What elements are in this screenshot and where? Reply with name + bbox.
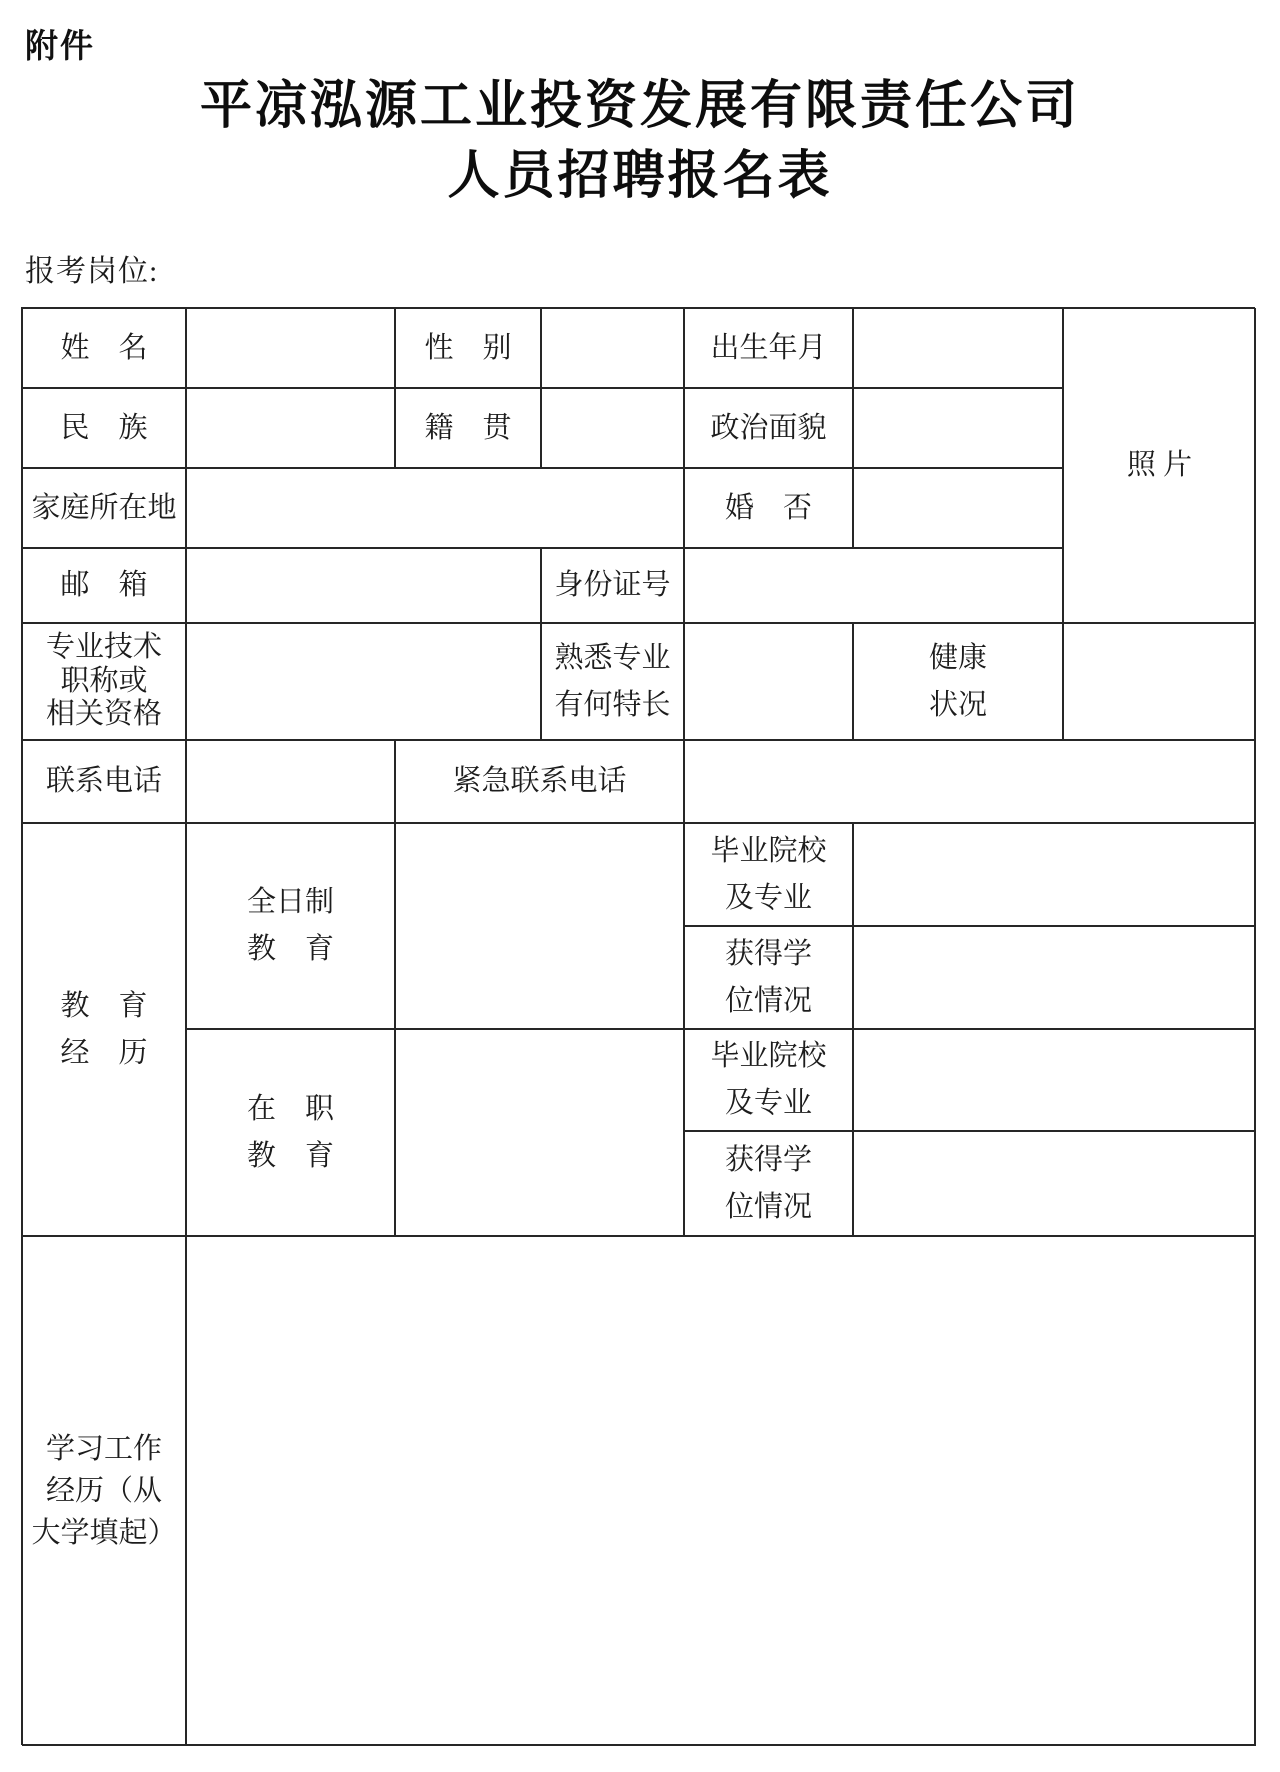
fulltime-education-value-cell — [395, 823, 684, 1029]
fulltime-degree-value-cell — [853, 926, 1256, 1029]
health-status-label: 健康 状况 — [853, 623, 1063, 740]
fulltime-school-major-value-cell — [853, 823, 1256, 926]
onjob-education-label: 在 职 教 育 — [186, 1029, 395, 1236]
study-work-experience-value-cell — [186, 1236, 1256, 1746]
position-applied-label: 报考岗位: — [25, 255, 159, 288]
fulltime-degree-label: 获得学 位情况 — [684, 926, 853, 1029]
health-status-value-cell — [1063, 623, 1256, 740]
political-status-label: 政治面貌 — [684, 388, 853, 468]
fulltime-education-label: 全日制 教 育 — [186, 823, 395, 1029]
emergency-phone-label: 紧急联系电话 — [395, 740, 684, 823]
emergency-phone-value-cell — [684, 740, 1256, 823]
native-place-value-cell — [541, 388, 684, 468]
birth-date-label: 出生年月 — [684, 308, 853, 388]
fulltime-school-major-label: 毕业院校 及专业 — [684, 823, 853, 926]
id-number-label: 身份证号 — [541, 548, 684, 623]
specialty-value-cell — [684, 623, 853, 740]
title-line-1: 平凉泓源工业投资发展有限责任公司 — [199, 78, 1080, 135]
email-label: 邮 箱 — [22, 548, 186, 623]
political-status-value-cell — [853, 388, 1063, 468]
attachment-label: 附件 — [25, 27, 95, 64]
onjob-degree-value-cell — [853, 1131, 1256, 1236]
specialty-label: 熟悉专业 有何特长 — [541, 623, 684, 740]
education-history-label: 教 育 经 历 — [22, 823, 186, 1236]
application-form-table — [21, 307, 1255, 1745]
phone-label: 联系电话 — [22, 740, 186, 823]
family-location-label: 家庭所在地 — [22, 468, 186, 548]
marital-status-value-cell — [853, 468, 1063, 548]
onjob-degree-label: 获得学 位情况 — [684, 1131, 853, 1236]
onjob-school-major-value-cell — [853, 1029, 1256, 1131]
gender-label: 性 别 — [395, 308, 541, 388]
name-value-cell — [186, 308, 395, 388]
qualification-value-cell — [186, 623, 541, 740]
native-place-label: 籍 贯 — [395, 388, 541, 468]
photo-cell: 照 片 — [1063, 308, 1256, 623]
title-line-2: 人员招聘报名表 — [447, 148, 833, 205]
family-location-value-cell — [186, 468, 684, 548]
phone-value-cell — [186, 740, 395, 823]
email-value-cell — [186, 548, 541, 623]
ethnicity-value-cell — [186, 388, 395, 468]
document-title — [0, 72, 1280, 212]
ethnicity-label: 民 族 — [22, 388, 186, 468]
gender-value-cell — [541, 308, 684, 388]
marital-status-label: 婚 否 — [684, 468, 853, 548]
onjob-education-value-cell — [395, 1029, 684, 1236]
onjob-school-major-label: 毕业院校 及专业 — [684, 1029, 853, 1131]
study-work-experience-label: 学习工作 经历（从 大学填起） — [22, 1236, 186, 1746]
name-label: 姓 名 — [22, 308, 186, 388]
id-number-value-cell — [684, 548, 1063, 623]
birth-date-value-cell — [853, 308, 1063, 388]
qualification-label: 专业技术 职称或 相关资格 — [22, 623, 186, 740]
